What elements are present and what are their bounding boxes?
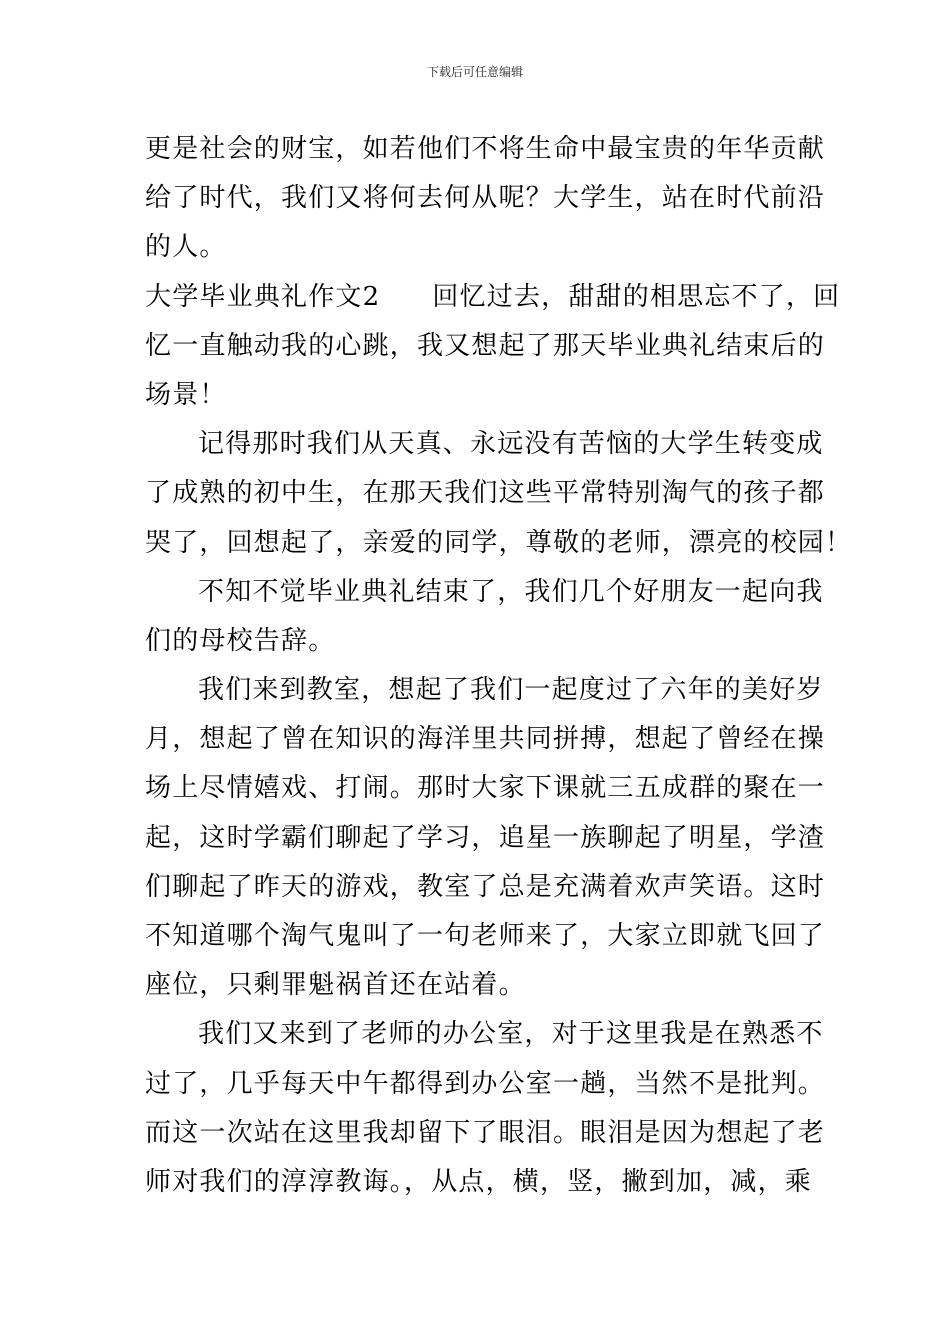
text-line: 座位，只剩罪魁祸首还在站着。: [145, 970, 526, 1001]
page-header: 下载后可任意编辑: [426, 65, 523, 79]
text-line: 师对我们的淳淳教诲。，从点，横，竖，撇到加，减，乘: [145, 1166, 813, 1197]
text-line: 过了，几乎每天中午都得到办公室一趟，当然不是批判。: [145, 1068, 826, 1099]
text-line: 不知道哪个淘气鬼叫了一句老师来了，大家立即就飞回了: [145, 921, 826, 951]
text-line: 更是社会的财宝，如若他们不将生命中最宝贵的年华贡献: [145, 134, 826, 164]
essay-title: 大学毕业典礼作文2: [145, 281, 381, 312]
paragraph-start-line: 我们来到教室，想起了我们一起度过了六年的美好岁: [198, 675, 824, 706]
text-line: 场上尽情嬉戏、打闹。那时大家下课就三五成群的聚在一: [145, 773, 826, 804]
text-line: 起，这时学霸们聊起了学习，追星一族聊起了明星，学渣: [145, 822, 826, 853]
text-line: 了成熟的初中生，在那天我们这些平常特别淘气的孩子都: [145, 478, 826, 509]
text-line: 场景！: [145, 379, 227, 410]
paragraph-start-line: 不知不觉毕业典礼结束了，我们几个好朋友一起向我: [198, 576, 824, 607]
text-line: 哭了，回想起了，亲爱的同学，尊敬的老师，漂亮的校园！: [145, 527, 853, 558]
text-line: 回忆过去，甜甜的相思忘不了，回: [432, 281, 841, 312]
text-line: 忆一直触动我的心跳，我又想起了那天毕业典礼结束后的: [145, 330, 826, 361]
text-line: 月，想起了曾在知识的海洋里共同拼搏，想起了曾经在操: [145, 724, 826, 755]
text-line: 们的母校告辞。: [145, 625, 336, 656]
text-line: 给了时代，我们又将何去何从呢？大学生，站在时代前沿: [145, 183, 826, 214]
text-line: 们聊起了昨天的游戏，教室了总是充满着欢声笑语。这时: [145, 871, 826, 902]
document-body: [145, 125, 853, 1207]
paragraph-start-line: 我们又来到了老师的办公室，对于这里我是在熟悉不: [198, 1019, 824, 1050]
paragraph-start-line: 记得那时我们从天真、永远没有苦恼的大学生转变成: [198, 429, 824, 460]
text-line: 而这一次站在这里我却留下了眼泪。眼泪是因为想起了老: [145, 1117, 826, 1148]
essay-title-line: [145, 273, 841, 322]
text-line: 的人。: [145, 232, 227, 263]
